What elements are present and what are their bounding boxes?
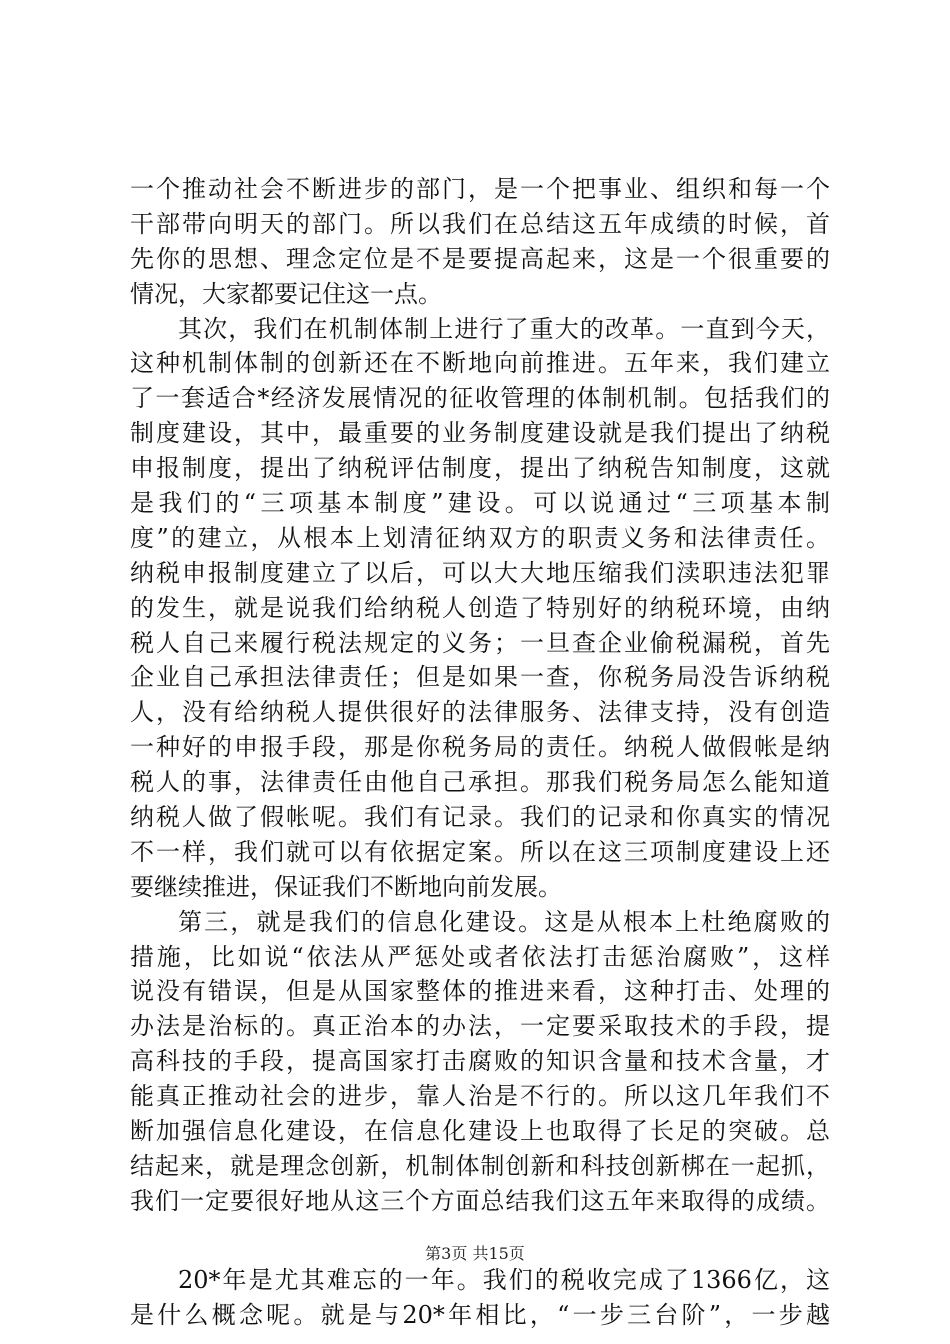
text-line: 税人自己来履行税法规定的义务；一旦查企业偷税漏税，首先 <box>130 628 830 657</box>
paragraph <box>130 905 830 1219</box>
text-line: 说没有错误，但是从国家整体的推进来看，这种打击、处理的 <box>130 977 830 1006</box>
text-line: 能真正推动社会的进步，靠人治是不行的。所以这几年我们不 <box>130 1082 830 1111</box>
text-line: 申报制度，提出了纳税评估制度，提出了纳税告知制度，这就 <box>130 454 830 483</box>
page-number-footer: 第3页 共15页 <box>425 1244 525 1263</box>
text-line: 断加强信息化建设，在信息化建设上也取得了长足的突破。总 <box>130 1117 830 1146</box>
text-line: 我们一定要很好地从这三个方面总结我们这五年来取得的成绩。 <box>130 1186 830 1215</box>
paragraph <box>130 172 830 312</box>
text-line: 人，没有给纳税人提供很好的法律服务、法律支持，没有创造 <box>130 698 830 727</box>
text-line: 是我们的“三项基本制度”建设。可以说通过“三项基本制 <box>130 489 830 518</box>
text-line: 其次，我们在机制体制上进行了重大的改革。一直到今天， <box>178 314 830 343</box>
text-line: 高科技的手段，提高国家打击腐败的知识含量和技术含量，才 <box>130 1047 830 1076</box>
text-line: 一个推动社会不断进步的部门，是一个把事业、组织和每一个 <box>130 175 830 203</box>
text-line: 一种好的申报手段，那是你税务局的责任。纳税人做假帐是纳 <box>130 733 830 762</box>
text-line: 20*年是尤其难忘的一年。我们的税收完成了1366亿，这 <box>178 1265 830 1294</box>
text-line: 税人的事，法律责任由他自己承担。那我们税务局怎么能知道 <box>130 768 830 797</box>
text-line: 结起来，就是理念创新，机制体制创新和科技创新梆在一起抓， <box>130 1151 830 1180</box>
paragraph <box>130 312 830 905</box>
text-line: 度”的建立，从根本上划清征纳双方的职责义务和法律责任。 <box>130 523 830 552</box>
text-line: 措施，比如说“依法从严惩处或者依法打击惩治腐败”，这样 <box>130 942 830 971</box>
text-line: 的发生，就是说我们给纳税人创造了特别好的纳税环境，由纳 <box>130 593 830 622</box>
paragraph <box>130 1263 830 1333</box>
text-line: 了一套适合*经济发展情况的征收管理的体制机制。包括我们的 <box>130 384 830 413</box>
text-line: 第三，就是我们的信息化建设。这是从根本上杜绝腐败的 <box>178 907 830 936</box>
text-line: 不一样，我们就可以有依据定案。所以在这三项制度建设上还 <box>130 837 830 866</box>
text-line: 干部带向明天的部门。所以我们在总结这五年成绩的时候，首 <box>130 209 830 238</box>
text-line: 企业自己承担法律责任；但是如果一查，你税务局没告诉纳税 <box>130 663 830 692</box>
text-line: 纳税申报制度建立了以后，可以大大地压缩我们渎职违法犯罪 <box>130 558 830 587</box>
text-line: 制度建设，其中，最重要的业务制度建设就是我们提出了纳税 <box>130 419 830 448</box>
text-line: 办法是治标的。真正治本的办法，一定要采取技术的手段，提 <box>130 1012 830 1041</box>
text-line: 要继续推进，保证我们不断地向前发展。 <box>130 872 562 901</box>
text-line: 情况，大家都要记住这一点。 <box>130 279 442 308</box>
text-line: 这种机制体制的创新还在不断地向前推进。五年来，我们建立 <box>130 349 830 378</box>
document-body <box>130 172 830 1333</box>
text-line: 是什么概念呢。就是与20*年相比，“一步三台阶”，一步越 <box>130 1300 830 1329</box>
text-line: 先你的思想、理念定位是不是要提高起来，这是一个很重要的 <box>130 244 830 273</box>
text-line: 纳税人做了假帐呢。我们有记录。我们的记录和你真实的情况 <box>130 803 830 832</box>
